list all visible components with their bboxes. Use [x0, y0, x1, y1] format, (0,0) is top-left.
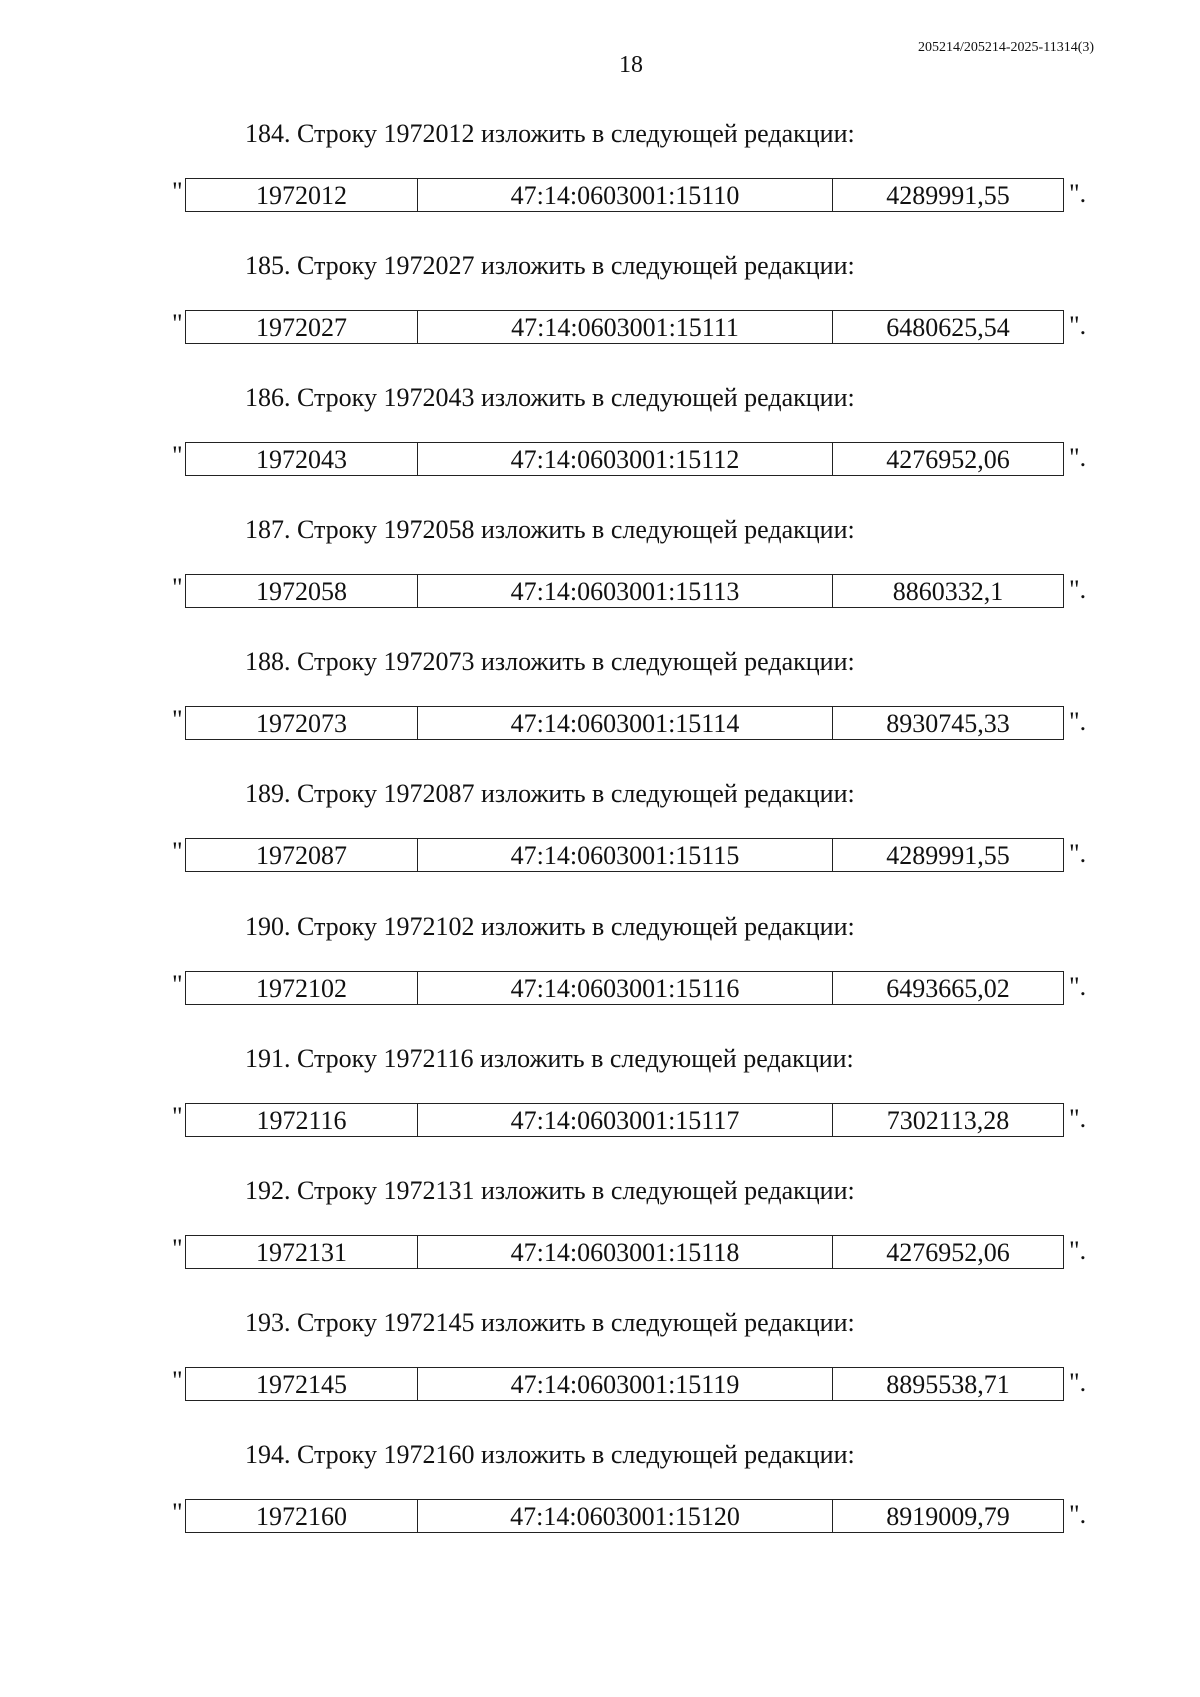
table-row: [186, 1104, 1064, 1137]
cadastral-number-cell: 47:14:0603001:15111: [418, 311, 833, 344]
closing-quote: ".: [1069, 1368, 1087, 1397]
cadastral-number-cell: 47:14:0603001:15110: [418, 179, 833, 212]
opening-quote: ": [172, 1102, 183, 1131]
document-id: 205214/205214-2025-11314(3): [918, 40, 1095, 55]
value-cell: 8930745,33: [833, 707, 1064, 740]
opening-quote: ": [172, 177, 183, 206]
row-number-cell: 1972043: [186, 443, 418, 476]
amendment-heading: 187. Строку 1972058 изложить в следующей редакции:: [245, 515, 855, 544]
replacement-row-table: [185, 442, 1064, 476]
amendment-row: [0, 838, 1200, 872]
closing-quote: ".: [1069, 1500, 1087, 1529]
value-cell: 8919009,79: [833, 1500, 1064, 1533]
opening-quote: ": [172, 1234, 183, 1263]
row-number-cell: 1972116: [186, 1104, 418, 1137]
table-row: [186, 1500, 1064, 1533]
table-row: [186, 707, 1064, 740]
replacement-row-table: [185, 971, 1064, 1005]
page-number: 18: [619, 52, 643, 78]
cadastral-number-cell: 47:14:0603001:15119: [418, 1368, 833, 1401]
row-number-cell: 1972131: [186, 1236, 418, 1269]
opening-quote: ": [172, 573, 183, 602]
amendment-row: [0, 1499, 1200, 1533]
table-row: [186, 972, 1064, 1005]
amendment-row: [0, 310, 1200, 344]
value-cell: 4276952,06: [833, 443, 1064, 476]
amendment-item: [0, 911, 1200, 1043]
value-cell: 8895538,71: [833, 1368, 1064, 1401]
amendment-item: [0, 382, 1200, 514]
row-number-cell: 1972012: [186, 179, 418, 212]
value-cell: 4289991,55: [833, 839, 1064, 872]
row-number-cell: 1972087: [186, 839, 418, 872]
amendment-item: [0, 118, 1200, 250]
value-cell: 7302113,28: [833, 1104, 1064, 1137]
row-number-cell: 1972027: [186, 311, 418, 344]
cadastral-number-cell: 47:14:0603001:15116: [418, 972, 833, 1005]
amendment-item: [0, 1043, 1200, 1175]
row-number-cell: 1972160: [186, 1500, 418, 1533]
amendment-row: [0, 1367, 1200, 1401]
amendment-row: [0, 1235, 1200, 1269]
table-row: [186, 1236, 1064, 1269]
closing-quote: ".: [1069, 179, 1087, 208]
row-number-cell: 1972073: [186, 707, 418, 740]
cadastral-number-cell: 47:14:0603001:15118: [418, 1236, 833, 1269]
replacement-row-table: [185, 1103, 1064, 1137]
opening-quote: ": [172, 970, 183, 999]
amendment-heading: 186. Строку 1972043 изложить в следующей редакции:: [245, 383, 855, 412]
opening-quote: ": [172, 837, 183, 866]
value-cell: 4289991,55: [833, 179, 1064, 212]
closing-quote: ".: [1069, 311, 1087, 340]
cadastral-number-cell: 47:14:0603001:15117: [418, 1104, 833, 1137]
amendment-heading: 191. Строку 1972116 изложить в следующей редакции:: [245, 1044, 854, 1073]
replacement-row-table: [185, 706, 1064, 740]
table-row: [186, 1368, 1064, 1401]
amendment-item: [0, 1307, 1200, 1439]
amendment-item: [0, 778, 1200, 910]
opening-quote: ": [172, 1498, 183, 1527]
closing-quote: ".: [1069, 707, 1087, 736]
replacement-row-table: [185, 178, 1064, 212]
value-cell: 6480625,54: [833, 311, 1064, 344]
amendment-row: [0, 971, 1200, 1005]
cadastral-number-cell: 47:14:0603001:15115: [418, 839, 833, 872]
amendment-heading: 188. Строку 1972073 изложить в следующей редакции:: [245, 647, 855, 676]
amendment-heading: 194. Строку 1972160 изложить в следующей редакции:: [245, 1440, 855, 1469]
closing-quote: ".: [1069, 443, 1087, 472]
closing-quote: ".: [1069, 575, 1087, 604]
table-row: [186, 311, 1064, 344]
closing-quote: ".: [1069, 1236, 1087, 1265]
replacement-row-table: [185, 838, 1064, 872]
amendment-heading: 193. Строку 1972145 изложить в следующей редакции:: [245, 1308, 855, 1337]
replacement-row-table: [185, 1235, 1064, 1269]
opening-quote: ": [172, 309, 183, 338]
amendment-heading: 185. Строку 1972027 изложить в следующей редакции:: [245, 251, 855, 280]
replacement-row-table: [185, 1367, 1064, 1401]
opening-quote: ": [172, 1366, 183, 1395]
replacement-row-table: [185, 574, 1064, 608]
table-row: [186, 839, 1064, 872]
amendment-heading: 189. Строку 1972087 изложить в следующей редакции:: [245, 779, 855, 808]
value-cell: 4276952,06: [833, 1236, 1064, 1269]
opening-quote: ": [172, 441, 183, 470]
cadastral-number-cell: 47:14:0603001:15120: [418, 1500, 833, 1533]
amendment-heading: 190. Строку 1972102 изложить в следующей редакции:: [245, 912, 855, 941]
closing-quote: ".: [1069, 839, 1087, 868]
amendment-row: [0, 442, 1200, 476]
opening-quote: ": [172, 705, 183, 734]
cadastral-number-cell: 47:14:0603001:15113: [418, 575, 833, 608]
replacement-row-table: [185, 1499, 1064, 1533]
amendment-item: [0, 250, 1200, 382]
row-number-cell: 1972145: [186, 1368, 418, 1401]
amendment-item: [0, 1175, 1200, 1307]
table-row: [186, 443, 1064, 476]
amendment-item: [0, 1439, 1200, 1571]
amendment-item: [0, 514, 1200, 646]
amendment-row: [0, 574, 1200, 608]
amendment-row: [0, 178, 1200, 212]
closing-quote: ".: [1069, 1104, 1087, 1133]
amendment-row: [0, 1103, 1200, 1137]
table-row: [186, 179, 1064, 212]
closing-quote: ".: [1069, 972, 1087, 1001]
amendment-item: [0, 646, 1200, 778]
replacement-row-table: [185, 310, 1064, 344]
amendment-row: [0, 706, 1200, 740]
amendment-heading: 192. Строку 1972131 изложить в следующей редакции:: [245, 1176, 855, 1205]
value-cell: 8860332,1: [833, 575, 1064, 608]
cadastral-number-cell: 47:14:0603001:15112: [418, 443, 833, 476]
row-number-cell: 1972058: [186, 575, 418, 608]
row-number-cell: 1972102: [186, 972, 418, 1005]
table-row: [186, 575, 1064, 608]
cadastral-number-cell: 47:14:0603001:15114: [418, 707, 833, 740]
amendment-heading: 184. Строку 1972012 изложить в следующей редакции:: [245, 119, 855, 148]
value-cell: 6493665,02: [833, 972, 1064, 1005]
